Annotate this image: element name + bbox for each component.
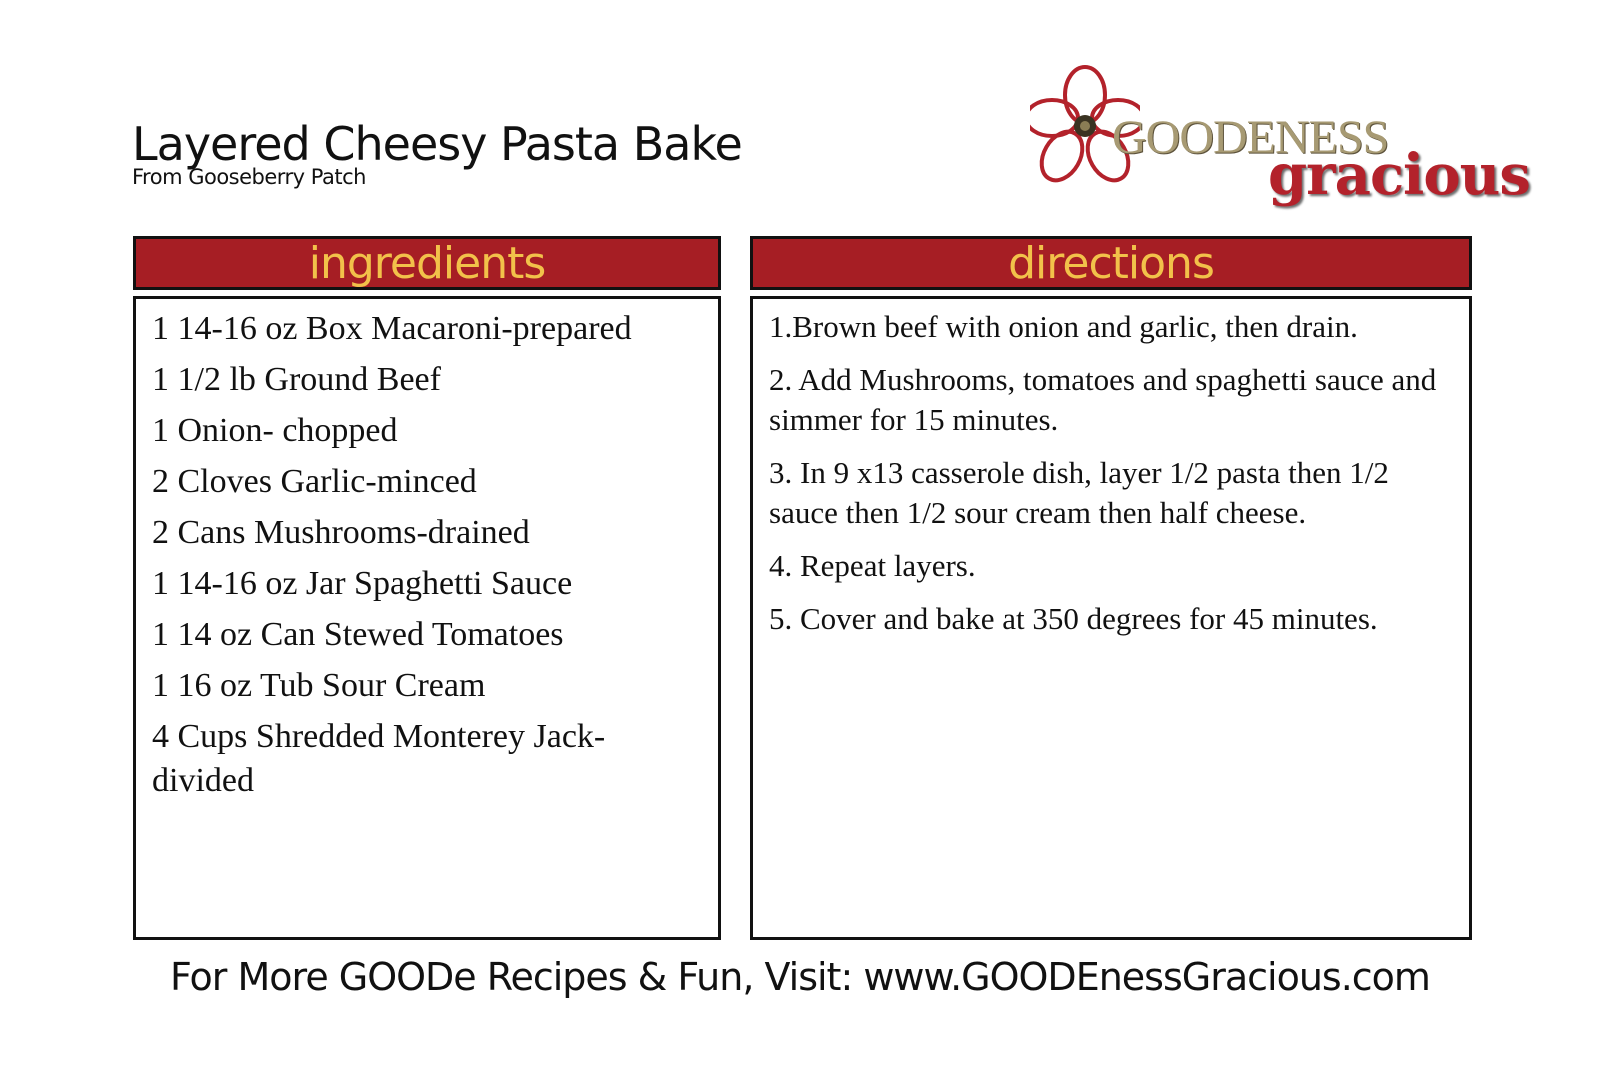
direction-step: 5. Cover and bake at 350 degrees for 45 minutes. [769,601,1378,636]
ingredients-heading: ingredients [133,236,721,290]
directions-heading: directions [750,236,1472,290]
ingredient-item: 1 14-16 oz Jar Spaghetti Sauce [152,565,573,602]
footer-promo: For More GOODe Recipes & Fun, Visit: www.GOODEnessGracious.com [170,955,1430,999]
ingredient-item: 2 Cans Mushrooms-drained [152,514,530,551]
direction-step: 3. In 9 x13 casserole dish, layer 1/2 pasta then 1/2 sauce then 1/2 sour cream then half cheese. [769,455,1389,530]
ingredient-item: 2 Cloves Garlic-minced [152,463,477,500]
ingredient-item: 1 1/2 lb Ground Beef [152,361,441,398]
logo-wordmark-top: GOODENESS [1112,111,1389,164]
ingredient-item: 1 16 oz Tub Sour Cream [152,667,486,704]
recipe-source: From Gooseberry Patch [132,165,366,189]
directions-list [750,296,1472,940]
ingredient-item: 1 14-16 oz Box Macaroni-prepared [152,310,632,347]
ingredients-panel [133,236,721,940]
ingredients-list [133,296,721,940]
recipe-title: Layered Cheesy Pasta Bake [132,117,742,171]
direction-step: 1.Brown beef with onion and garlic, then drain. [769,309,1358,344]
direction-step: 2. Add Mushrooms, tomatoes and spaghetti sauce and simmer for 15 minutes. [769,362,1437,437]
direction-step: 4. Repeat layers. [769,548,976,583]
logo-wordmark-bottom: gracious [1268,142,1530,208]
brand-logo [1030,60,1530,220]
ingredient-item: 4 Cups Shredded Monterey Jack-divided [152,718,606,799]
directions-panel [750,236,1472,940]
ingredient-item: 1 14 oz Can Stewed Tomatoes [152,616,564,653]
ingredient-item: 1 Onion- chopped [152,412,398,449]
recipe-title-block [132,118,742,188]
